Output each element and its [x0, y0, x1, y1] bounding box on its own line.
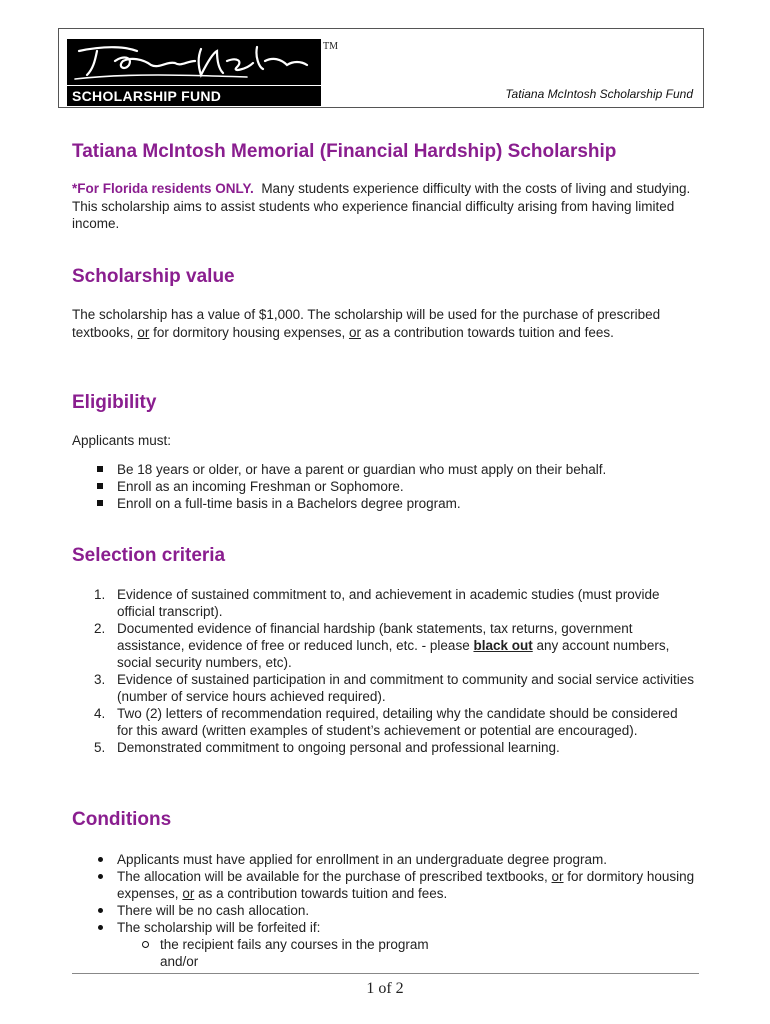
selection-item: [72, 739, 697, 756]
condition-text: for dormitory housing expenses,: [117, 869, 695, 901]
selection-text: Evidence of sustained commitment to, and achievement in academic studies (must provide official transcript).: [117, 587, 660, 619]
signature-logo: [67, 39, 321, 85]
selection-text: Two (2) letters of recommendation required, detailing why the candidate should be considered for this award (written examples of student’s achievement or potential are encouraged).: [117, 706, 678, 738]
forfeit-item: the recipient fails any courses in the program: [72, 936, 697, 953]
selection-text: Documented evidence of financial hardship (bank statements, tax returns, government assistance, evidence of free or reduced lunch, etc. - please: [117, 621, 633, 653]
eligibility-list-container: [72, 461, 697, 512]
condition-text: The allocation will be available for the purchase of prescribed textbooks,: [117, 869, 548, 884]
section-heading-conditions: Conditions: [72, 809, 172, 830]
intro-paragraph: [72, 180, 697, 233]
intro-text: Many students experience difficulty with the costs of living and studying. This scholarship aims to assist students who experience financial difficulty arising from having limited income.: [72, 181, 691, 231]
footer-divider: [72, 973, 699, 974]
selection-list: [72, 586, 697, 756]
value-or-1: or: [137, 324, 150, 340]
forfeit-connector: and/or: [160, 954, 199, 969]
condition-item: The scholarship will be forfeited if:: [72, 919, 697, 936]
conditions-list-container: [72, 851, 697, 970]
section-heading-value: Scholarship value: [72, 266, 235, 287]
eligibility-item: Be 18 years or older, or have a parent or guardian who must apply on their behalf.: [72, 461, 697, 478]
selection-text: any account numbers, social security numbers, etc).: [117, 638, 670, 670]
condition-item: [72, 868, 697, 902]
selection-item: [72, 671, 697, 705]
eligibility-item: Enroll on a full-time basis in a Bachelors degree program.: [72, 495, 697, 512]
condition-item: There will be no cash allocation.: [72, 902, 697, 919]
item-number: 3.: [94, 672, 106, 687]
trademark-symbol: TM: [323, 41, 338, 52]
conditions-list: [72, 851, 697, 936]
eligibility-list: [72, 461, 697, 512]
condition-or: or: [182, 886, 195, 901]
logo-band-text: SCHOLARSHIP FUND: [67, 86, 321, 106]
fund-logo: [67, 39, 321, 103]
value-paragraph: [72, 306, 697, 341]
value-text-3: as a contribution towards tuition and fees.: [364, 324, 614, 340]
document-title: Tatiana McIntosh Memorial (Financial Hardship) Scholarship: [72, 141, 617, 162]
item-number: 4.: [94, 706, 106, 721]
condition-or: or: [551, 869, 564, 884]
selection-text: Evidence of sustained participation in and commitment to community and social service activities (number of service hours achieved required).: [117, 672, 695, 704]
value-or-2: or: [348, 324, 361, 340]
condition-item: Applicants must have applied for enrollment in an undergraduate degree program.: [72, 851, 697, 868]
selection-item: [72, 705, 697, 739]
value-text-2: for dormitory housing expenses,: [153, 324, 346, 340]
forfeit-sublist: [72, 936, 697, 970]
condition-text: as a contribution towards tuition and fees.: [198, 886, 448, 901]
letterhead: [58, 28, 704, 108]
eligibility-item: Enroll as an incoming Freshman or Sophomore.: [72, 478, 697, 495]
item-number: 1.: [94, 587, 106, 602]
eligibility-intro: Applicants must:: [72, 433, 172, 448]
black-out-emphasis: black out: [473, 638, 533, 653]
item-number: 5.: [94, 740, 106, 755]
value-text-1: The scholarship has a value of $1,000. The scholarship will be used for the purchase of prescribed textbooks,: [72, 307, 661, 340]
header-fund-name: Tatiana McIntosh Scholarship Fund: [505, 87, 693, 101]
selection-list-container: [72, 586, 697, 756]
section-heading-selection: Selection criteria: [72, 545, 226, 566]
page-number: 1 of 2: [366, 980, 404, 997]
section-heading-eligibility: Eligibility: [72, 392, 157, 413]
selection-item: [72, 620, 697, 671]
residency-note: *For Florida residents ONLY.: [72, 181, 254, 196]
selection-text: Demonstrated commitment to ongoing personal and professional learning.: [117, 740, 560, 755]
item-number: 2.: [94, 621, 106, 636]
selection-item: [72, 586, 697, 620]
